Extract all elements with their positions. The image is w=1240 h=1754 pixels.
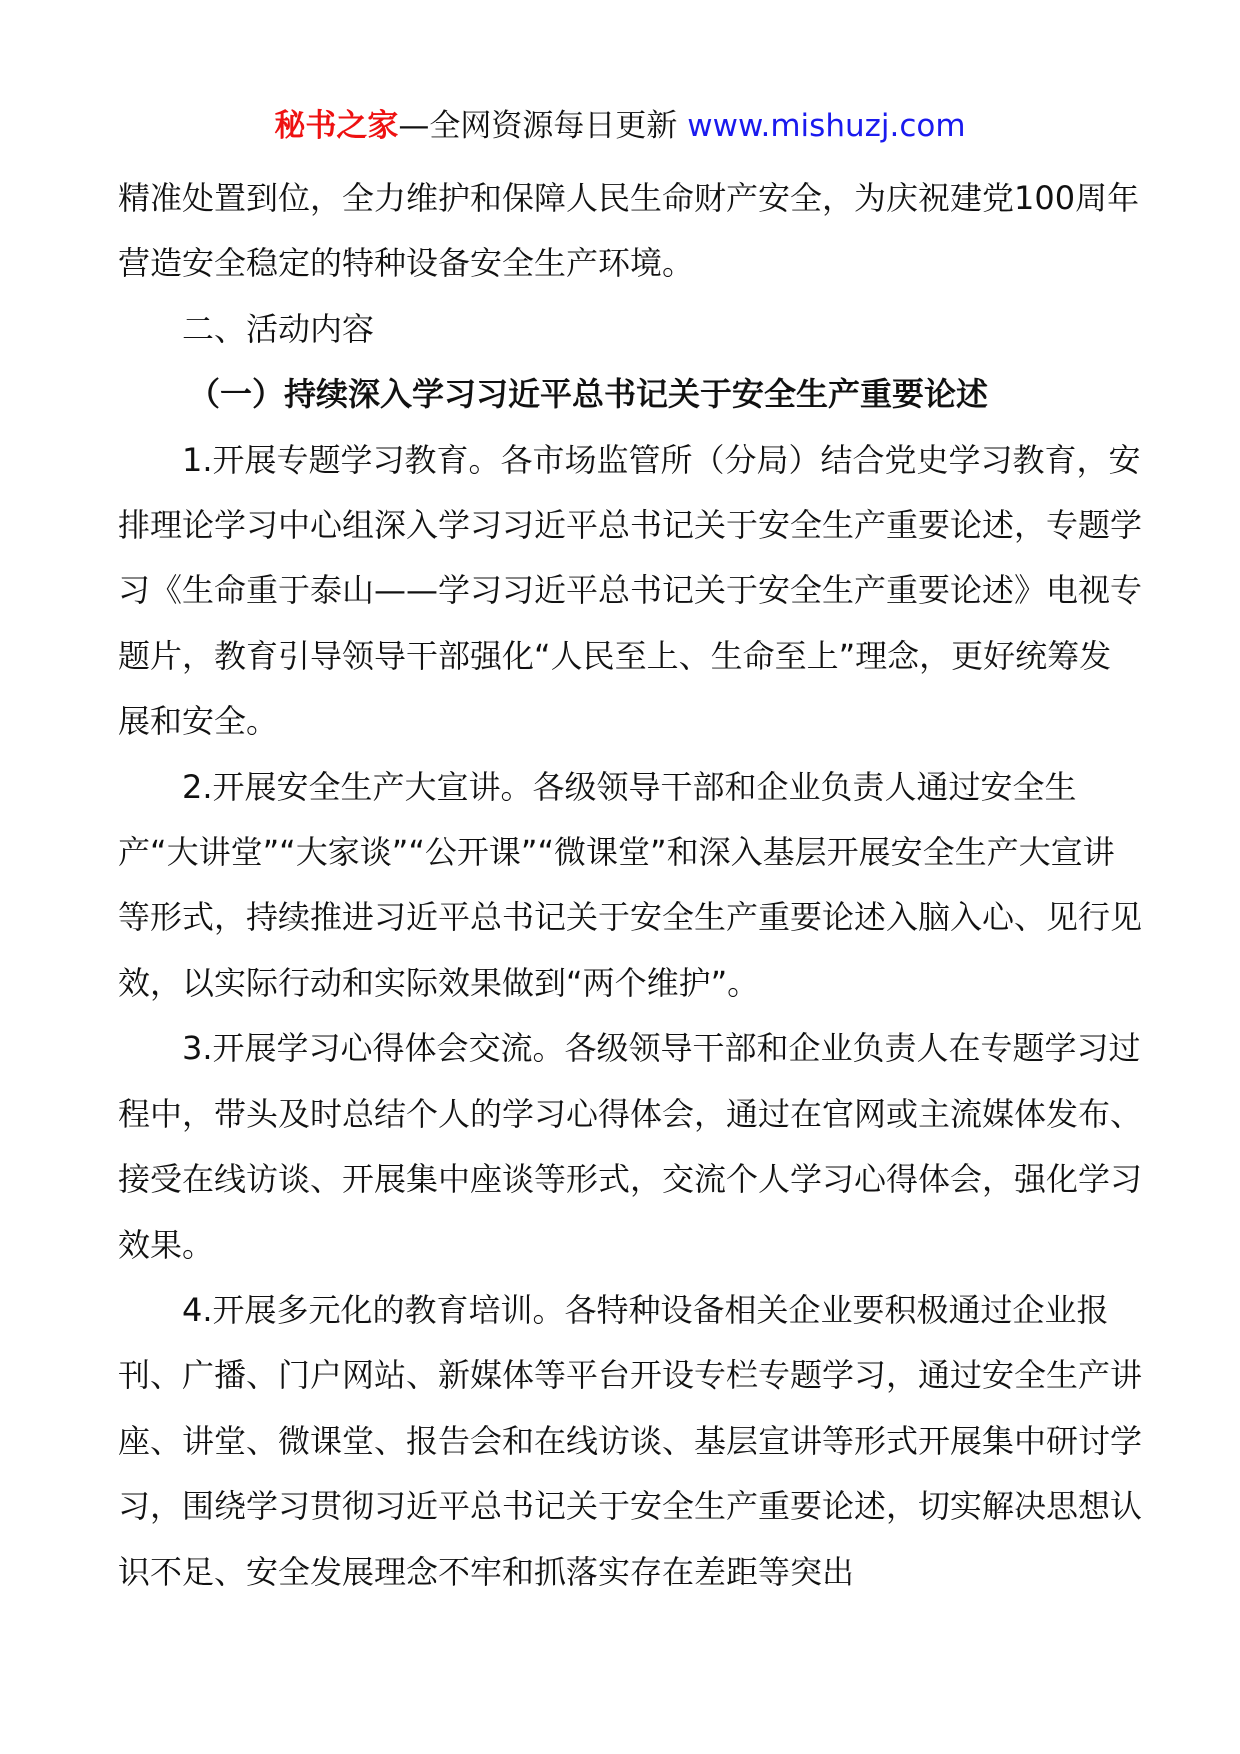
item-paragraph-3: 3.开展学习心得体会交流。各级领导干部和企业负责人在专题学习过程中，带头及时总结个人的学习心得体会，通过在官网或主流媒体发布、接受在线访谈、开展集中座谈等形式，交流个人学习心得体会，强化学习效果。 [118, 1029, 1143, 1264]
item-paragraph-1: 1.开展专题学习教育。各市场监管所（分局）结合党史学习教育，安排理论学习中心组深入学习习近平总书记关于安全生产重要论述，专题学习《生命重于泰山——学习习近平总书记关于安全生产重要论述》电视专题片，教育引导领导干部强化“人民至上、生命至上”理念，更好统筹发展和安全。 [118, 440, 1143, 741]
section-heading: 二、活动内容 [182, 309, 375, 348]
page-header [0, 104, 1240, 148]
document-body [118, 166, 1143, 1605]
header-url-link[interactable]: www.mishuzj.com [687, 108, 966, 144]
header-brand: 秘书之家 [274, 108, 399, 144]
intro-continuation-paragraph: 精准处置到位，全力维护和保障人民生命财产安全，为庆祝建党100周年营造安全稳定的特种设备安全生产环境。 [118, 179, 1140, 283]
subsection-heading: （一）持续深入学习习近平总书记关于安全生产重要论述 [188, 375, 989, 414]
item-paragraph-2: 2.开展安全生产大宣讲。各级领导干部和企业负责人通过安全生产“大讲堂”“大家谈”“公开课”“微课堂”和深入基层开展安全生产大宣讲等形式，持续推进习近平总书记关于安全生产重要论述入脑入心、见行见效，以实际行动和实际效果做到“两个维护”。 [118, 767, 1143, 1002]
header-tagline: —全网资源每日更新 [398, 108, 678, 144]
item-paragraph-4: 4.开展多元化的教育培训。各特种设备相关企业要积极通过企业报刊、广播、门户网站、新媒体等平台开设专栏专题学习，通过安全生产讲座、讲堂、微课堂、报告会和在线访谈、基层宣讲等形式开展集中研讨学习，围绕学习贯彻习近平总书记关于安全生产重要论述，切实解决思想认识不足、安全发展理念不牢和抓落实存在差距等突出 [118, 1290, 1143, 1591]
